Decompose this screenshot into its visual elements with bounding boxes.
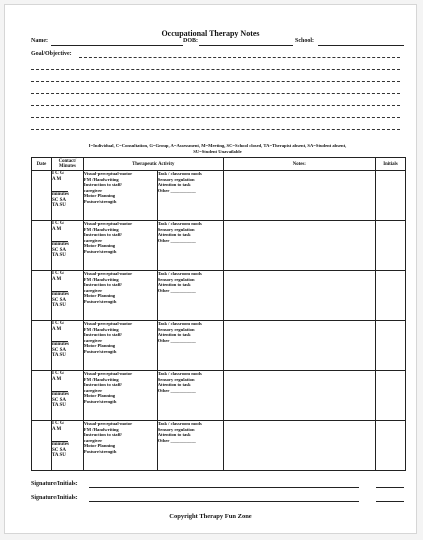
contact-codes: I C G bbox=[51, 271, 64, 276]
table-row bbox=[32, 371, 406, 421]
contact-codes: I C G bbox=[51, 321, 64, 326]
activity-option: Visual-perceptual-motor bbox=[83, 171, 133, 176]
activity-option: Posture/strength bbox=[83, 248, 117, 254]
activity-header: Therapeutic Activity bbox=[83, 158, 223, 171]
contact-codes: SC SA bbox=[51, 297, 66, 303]
activity-options-cell[interactable] bbox=[157, 221, 223, 271]
activity-option: Sensory regulation bbox=[157, 176, 195, 182]
table-row bbox=[32, 321, 406, 371]
minutes-label: minutes bbox=[51, 342, 69, 348]
goal-line[interactable] bbox=[31, 81, 400, 82]
goal-line[interactable] bbox=[31, 117, 400, 118]
activity-option: Visual-perceptual-motor bbox=[83, 221, 133, 226]
minutes-label: minutes bbox=[51, 242, 69, 248]
dob-field[interactable] bbox=[199, 45, 293, 46]
activity-options-cell[interactable] bbox=[157, 171, 223, 221]
activity-option: Visual-perceptual-motor bbox=[83, 371, 133, 376]
activity-option: Posture/strength bbox=[83, 198, 117, 204]
activity-option: Visual-perceptual-motor bbox=[83, 421, 133, 426]
dob-label: DOB: bbox=[183, 38, 198, 44]
contact-codes: I C G bbox=[51, 421, 64, 426]
activity-option: Attention to task bbox=[157, 182, 191, 188]
activity-option: Posture/strength bbox=[83, 448, 117, 454]
signature-row bbox=[31, 481, 402, 489]
table-row bbox=[32, 421, 406, 471]
activity-option: FM /Handwriting bbox=[83, 326, 119, 332]
contact-codes: I C G bbox=[51, 171, 64, 176]
date-cell[interactable] bbox=[32, 321, 52, 371]
minutes-label: minutes bbox=[51, 442, 69, 448]
activity-option: caregiver bbox=[83, 287, 103, 293]
form-page bbox=[4, 4, 417, 534]
contact-codes: TA SU bbox=[51, 203, 66, 209]
activity-options-cell[interactable] bbox=[157, 421, 223, 471]
initials-cell[interactable] bbox=[376, 321, 406, 371]
contact-minutes-cell[interactable] bbox=[51, 221, 83, 271]
legend-line: SU=Student Unavailable bbox=[193, 149, 242, 154]
activity-option: Motor Planning bbox=[83, 343, 116, 349]
name-field[interactable] bbox=[51, 45, 183, 46]
initials-cell[interactable] bbox=[376, 221, 406, 271]
activity-option: Other ___________ bbox=[157, 337, 196, 343]
activity-option: Other ___________ bbox=[157, 187, 196, 193]
activity-option: Attention to task bbox=[157, 382, 191, 388]
header-fields bbox=[31, 38, 402, 48]
initials-cell[interactable] bbox=[376, 271, 406, 321]
notes-cell[interactable] bbox=[223, 371, 375, 421]
code-legend bbox=[31, 143, 404, 155]
activity-option: Instruction to staff/ bbox=[83, 332, 122, 338]
activity-option: Attention to task bbox=[157, 232, 191, 238]
activity-option: Other ___________ bbox=[157, 237, 196, 243]
contact-codes: TA SU bbox=[51, 353, 66, 359]
signature-field[interactable] bbox=[89, 487, 359, 488]
activity-option: Motor Planning bbox=[83, 193, 116, 199]
contact-codes: SC SA bbox=[51, 247, 66, 253]
activity-option: Attention to task bbox=[157, 332, 191, 338]
activity-option: Instruction to staff/ bbox=[83, 182, 122, 188]
table-row bbox=[32, 171, 406, 221]
contact-codes: TA SU bbox=[51, 253, 66, 259]
activity-options-cell[interactable] bbox=[157, 321, 223, 371]
activity-option: Instruction to staff/ bbox=[83, 382, 122, 388]
activity-option: Other ___________ bbox=[157, 387, 196, 393]
table-header-row bbox=[32, 158, 406, 171]
goal-line[interactable] bbox=[31, 105, 400, 106]
minutes-label: minutes bbox=[51, 292, 69, 298]
date-cell[interactable] bbox=[32, 221, 52, 271]
contact-minutes-cell[interactable] bbox=[51, 271, 83, 321]
activity-options-cell[interactable] bbox=[83, 171, 157, 221]
activity-options-cell[interactable] bbox=[83, 371, 157, 421]
notes-cell[interactable] bbox=[223, 271, 375, 321]
activity-option: Sensory regulation bbox=[157, 226, 195, 232]
activity-option: Sensory regulation bbox=[157, 426, 195, 432]
activity-option: caregiver bbox=[83, 187, 103, 193]
activity-option: Visual-perceptual-motor bbox=[83, 271, 133, 276]
goal-line[interactable] bbox=[31, 129, 400, 130]
activity-option: caregiver bbox=[83, 337, 103, 343]
activity-option: Task / classroom mods bbox=[157, 321, 202, 326]
date-cell[interactable] bbox=[32, 421, 52, 471]
activity-option: Posture/strength bbox=[83, 298, 117, 304]
date-cell[interactable] bbox=[32, 271, 52, 321]
school-field[interactable] bbox=[318, 45, 404, 46]
contact-codes: SC SA bbox=[51, 197, 66, 203]
table-row bbox=[32, 221, 406, 271]
activity-option: caregiver bbox=[83, 387, 103, 393]
contact-codes: A M bbox=[51, 326, 62, 332]
activity-option: caregiver bbox=[83, 437, 103, 443]
activity-option: Motor Planning bbox=[83, 293, 116, 299]
contact-codes: A M bbox=[51, 426, 62, 432]
contact-codes: A M bbox=[51, 376, 62, 382]
activity-option: Other ___________ bbox=[157, 437, 196, 443]
activity-option: Attention to task bbox=[157, 432, 191, 438]
activity-option: Attention to task bbox=[157, 282, 191, 288]
notes-cell[interactable] bbox=[223, 221, 375, 271]
contact-codes: A M bbox=[51, 276, 62, 282]
initials-header: Initials bbox=[376, 158, 406, 171]
activity-option: Task / classroom mods bbox=[157, 171, 202, 176]
contact-codes: SC SA bbox=[51, 397, 66, 403]
initials-field[interactable] bbox=[376, 501, 404, 502]
activity-option: Sensory regulation bbox=[157, 326, 195, 332]
activity-options-cell[interactable] bbox=[83, 221, 157, 271]
initials-cell[interactable] bbox=[376, 371, 406, 421]
activity-option: FM /Handwriting bbox=[83, 276, 119, 282]
contact-minutes-cell[interactable] bbox=[51, 321, 83, 371]
legend-line: I=Individual, C=Consultation, G=Group, A=Assessment, M=Meeting, SC=School closed, TA=Therapist absent, SA=Student absent, bbox=[88, 143, 347, 148]
activity-option: Sensory regulation bbox=[157, 276, 195, 282]
goal-line[interactable] bbox=[31, 69, 400, 70]
initials-cell[interactable] bbox=[376, 421, 406, 471]
goal-line[interactable] bbox=[79, 57, 400, 58]
activity-option: Task / classroom mods bbox=[157, 221, 202, 226]
signature-row bbox=[31, 495, 402, 503]
activity-option: FM /Handwriting bbox=[83, 376, 119, 382]
activity-option: Motor Planning bbox=[83, 443, 116, 449]
contact-codes: I C G bbox=[51, 221, 64, 226]
activity-option: Motor Planning bbox=[83, 243, 116, 249]
notes-header: Notes: bbox=[223, 158, 375, 171]
minutes-label: minutes bbox=[51, 392, 69, 398]
activity-option: Task / classroom mods bbox=[157, 421, 202, 426]
activity-option: Sensory regulation bbox=[157, 376, 195, 382]
activity-option: FM /Handwriting bbox=[83, 176, 119, 182]
copyright-text: Copyright Therapy Fun Zone bbox=[169, 513, 252, 520]
activity-option: Posture/strength bbox=[83, 398, 117, 404]
activity-option: Motor Planning bbox=[83, 393, 116, 399]
contact-minutes-cell[interactable] bbox=[51, 371, 83, 421]
signature-label: Signature/Initials: bbox=[31, 481, 78, 487]
contact-codes: A M bbox=[51, 226, 62, 232]
goal-label: Goal/Objective: bbox=[31, 51, 72, 57]
name-label: Name: bbox=[31, 38, 48, 44]
activity-option: Instruction to staff/ bbox=[83, 282, 122, 288]
signature-field[interactable] bbox=[89, 501, 359, 502]
activity-options-cell[interactable] bbox=[83, 271, 157, 321]
activity-option: FM /Handwriting bbox=[83, 426, 119, 432]
contact-codes: TA SU bbox=[51, 303, 66, 309]
date-header: Date bbox=[32, 158, 52, 171]
activity-option: caregiver bbox=[83, 237, 103, 243]
activity-option: FM /Handwriting bbox=[83, 226, 119, 232]
minutes-label: minutes bbox=[51, 192, 69, 198]
activity-option: Visual-perceptual-motor bbox=[83, 321, 133, 326]
notes-cell[interactable] bbox=[223, 171, 375, 221]
activity-options-cell[interactable] bbox=[157, 371, 223, 421]
activity-option: Instruction to staff/ bbox=[83, 232, 122, 238]
contact-header: Contact/ Minutes bbox=[51, 158, 83, 171]
initials-cell[interactable] bbox=[376, 171, 406, 221]
activity-option: Task / classroom mods bbox=[157, 371, 202, 376]
form-title: Occupational Therapy Notes bbox=[161, 29, 260, 38]
contact-codes: A M bbox=[51, 176, 62, 182]
contact-codes: SC SA bbox=[51, 347, 66, 353]
notes-cell[interactable] bbox=[223, 421, 375, 471]
contact-codes: TA SU bbox=[51, 403, 66, 409]
notes-table bbox=[31, 157, 406, 471]
school-label: School: bbox=[295, 38, 315, 44]
contact-minutes-cell[interactable] bbox=[51, 421, 83, 471]
activity-options-cell[interactable] bbox=[157, 271, 223, 321]
date-cell[interactable] bbox=[32, 171, 52, 221]
signature-label: Signature/Initials: bbox=[31, 495, 78, 501]
contact-minutes-cell[interactable] bbox=[51, 171, 83, 221]
activity-option: Posture/strength bbox=[83, 348, 117, 354]
activity-option: Other ___________ bbox=[157, 287, 196, 293]
initials-field[interactable] bbox=[376, 487, 404, 488]
contact-codes: I C G bbox=[51, 371, 64, 376]
activity-options-cell[interactable] bbox=[83, 321, 157, 371]
goal-line[interactable] bbox=[31, 93, 400, 94]
activity-option: Instruction to staff/ bbox=[83, 432, 122, 438]
activity-option: Task / classroom mods bbox=[157, 271, 202, 276]
activity-options-cell[interactable] bbox=[83, 421, 157, 471]
date-cell[interactable] bbox=[32, 371, 52, 421]
contact-codes: SC SA bbox=[51, 447, 66, 453]
contact-codes: TA SU bbox=[51, 453, 66, 459]
table-row bbox=[32, 271, 406, 321]
notes-cell[interactable] bbox=[223, 321, 375, 371]
